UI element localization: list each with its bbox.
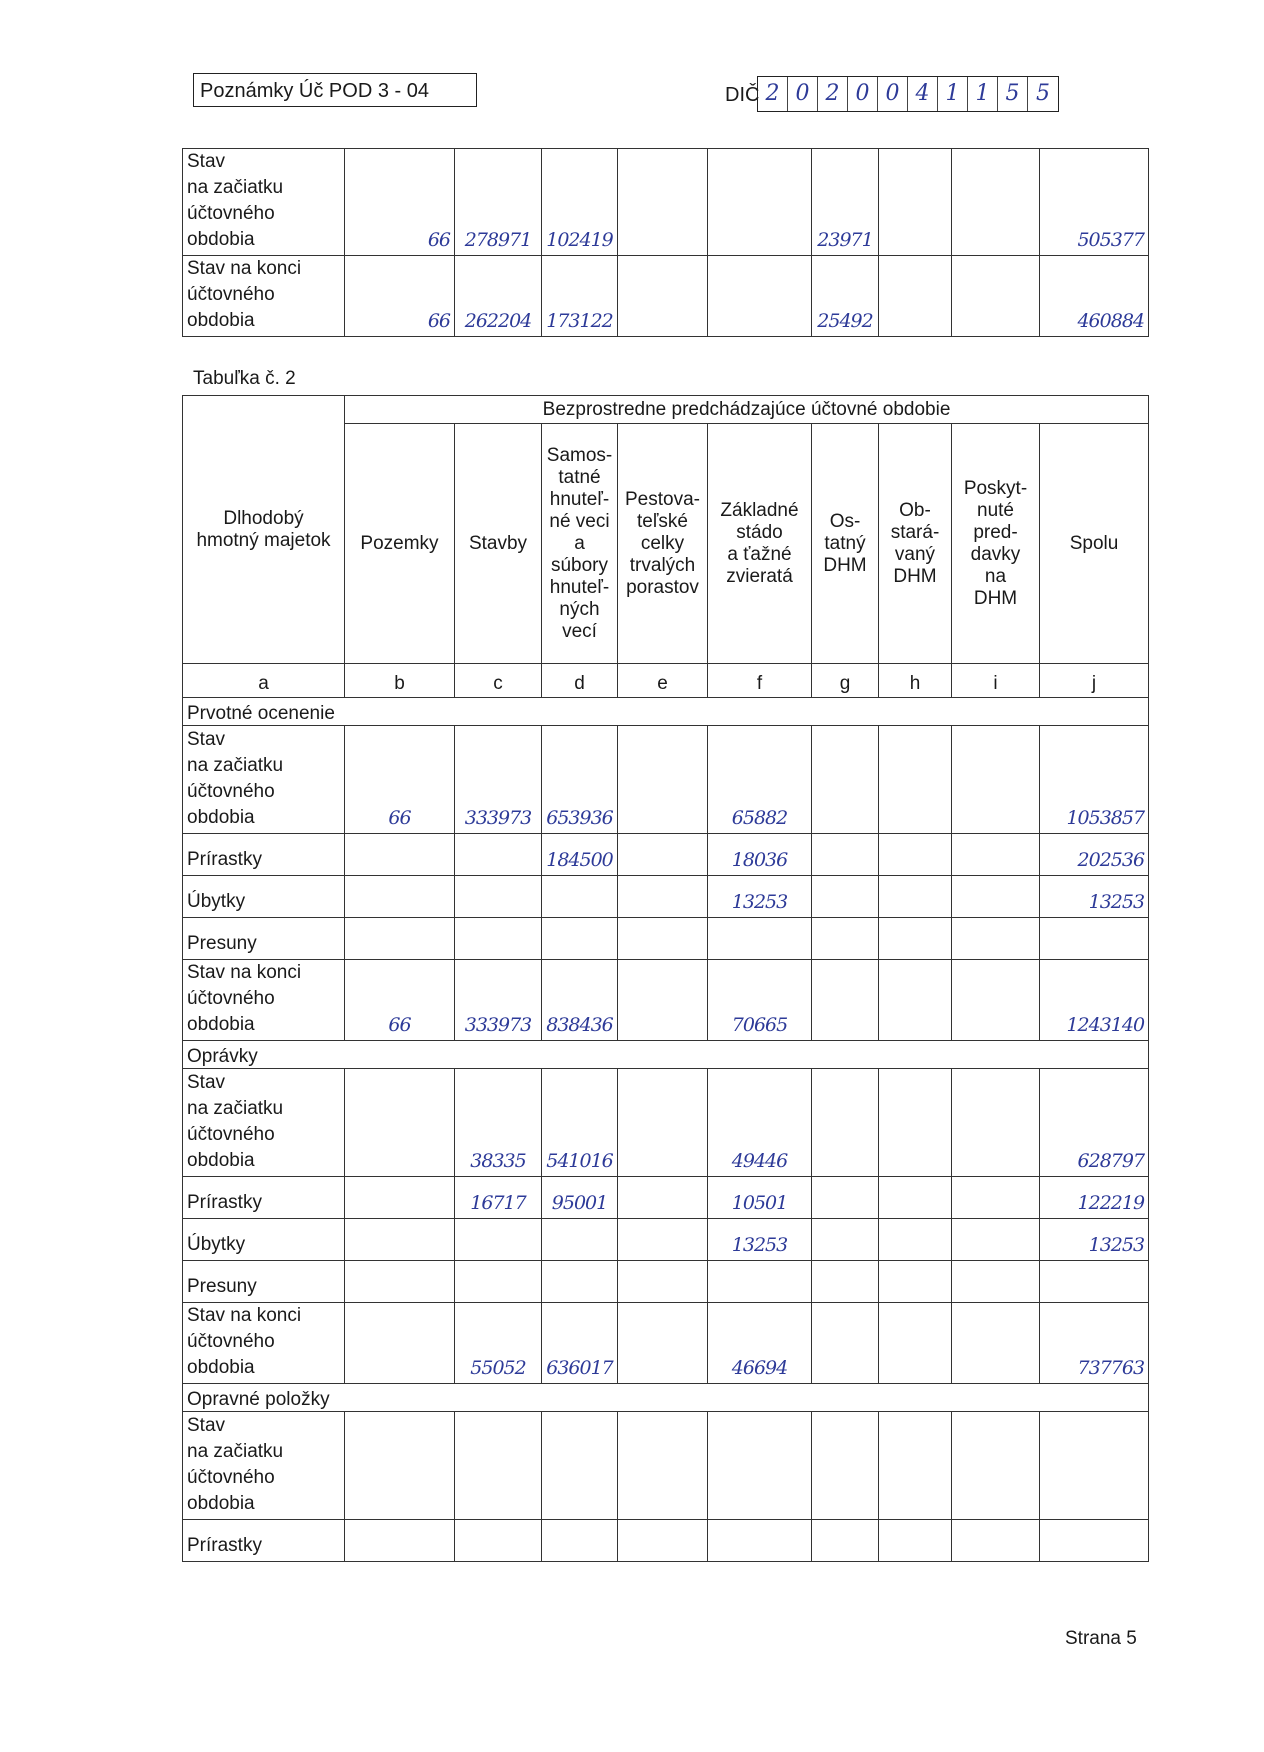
cell-f: 70665	[708, 960, 812, 1041]
cell-c	[455, 1412, 542, 1520]
section-row	[183, 1041, 1149, 1069]
cell-j	[1040, 1520, 1149, 1562]
cell-d	[542, 1261, 618, 1303]
section-title: Prvotné ocenenie	[183, 698, 1149, 726]
cell-f: 13253	[708, 876, 812, 918]
form-title: Poznámky Úč POD 3 - 04	[193, 73, 477, 107]
dic-digit: 2	[758, 77, 788, 111]
cell-d: 95001	[542, 1177, 618, 1219]
cell-c: 333973	[455, 960, 542, 1041]
cell-h	[952, 149, 1040, 256]
cell-b	[345, 834, 455, 876]
cell-b	[345, 876, 455, 918]
cell-j: 737763	[1040, 1303, 1149, 1384]
cell-f	[708, 918, 812, 960]
cell-b	[345, 918, 455, 960]
cell-g	[812, 1219, 879, 1261]
column-letter-f: f	[708, 664, 812, 698]
table-row	[183, 876, 1149, 918]
cell-e	[618, 1177, 708, 1219]
cell-b: 278971	[455, 149, 542, 256]
dic-digit: 5	[998, 77, 1028, 111]
cell-i	[952, 1261, 1040, 1303]
table-row	[183, 834, 1149, 876]
cell-i	[952, 1412, 1040, 1520]
cell-h	[879, 1069, 952, 1177]
cell-i	[952, 1303, 1040, 1384]
cell-j: 628797	[1040, 1069, 1149, 1177]
cell-d	[542, 1520, 618, 1562]
dic-label: DIČ	[725, 84, 760, 106]
cell-h	[879, 1412, 952, 1520]
cell-d: 653936	[542, 726, 618, 834]
cell-c: 38335	[455, 1069, 542, 1177]
cell-j: 13253	[1040, 876, 1149, 918]
cell-h	[879, 1520, 952, 1562]
cell-b: 66	[345, 726, 455, 834]
cell-g	[879, 149, 952, 256]
cell-f	[708, 1261, 812, 1303]
col-header-e: Pestova- teľské celky trvalých porastov	[618, 424, 708, 664]
cell-e	[618, 876, 708, 918]
cell-c	[455, 876, 542, 918]
cell-i	[952, 1520, 1040, 1562]
row-label: Prírastky	[183, 1177, 345, 1219]
col-header-f: Základné stádo a ťažné zvieratá	[708, 424, 812, 664]
section-title: Opravné položky	[183, 1384, 1149, 1412]
cell-e	[618, 918, 708, 960]
column-letter-b: b	[345, 664, 455, 698]
cell-c	[455, 1520, 542, 1562]
table-row	[183, 149, 1149, 256]
cell-b	[345, 1520, 455, 1562]
row-label: Stav na konci účtovného obdobia	[183, 1303, 345, 1384]
cell-j	[1040, 1261, 1149, 1303]
cell-g	[812, 960, 879, 1041]
dic-digit: 4	[908, 77, 938, 111]
cell-c: 173122	[542, 256, 618, 337]
dic-digit: 1	[938, 77, 968, 111]
table-2-caption: Tabuľka č. 2	[193, 368, 296, 389]
section-title: Oprávky	[183, 1041, 1149, 1069]
period-header: Bezprostredne predchádzajúce účtovné obdobie	[345, 396, 1149, 424]
cell-j: 122219	[1040, 1177, 1149, 1219]
cell-c	[455, 1261, 542, 1303]
section-row	[183, 1384, 1149, 1412]
cell-d	[618, 256, 708, 337]
cell-d	[542, 876, 618, 918]
cell-j: 1243140	[1040, 960, 1149, 1041]
cell-b	[345, 1177, 455, 1219]
column-letter-e: e	[618, 664, 708, 698]
cell-f: 10501	[708, 1177, 812, 1219]
dic-digit: 0	[788, 77, 818, 111]
cell-f: 46694	[708, 1303, 812, 1384]
cell-g	[812, 1177, 879, 1219]
cell-b	[345, 1303, 455, 1384]
cell-d: 541016	[542, 1069, 618, 1177]
column-letter-g: g	[812, 664, 879, 698]
cell-i	[952, 726, 1040, 834]
col-header-c: Stavby	[455, 424, 542, 664]
cell-e	[708, 149, 812, 256]
cell-e	[618, 1219, 708, 1261]
cell-f: 18036	[708, 834, 812, 876]
table-row	[183, 1520, 1149, 1562]
column-letter-h: h	[879, 664, 952, 698]
col-header-b: Pozemky	[345, 424, 455, 664]
dic-digit: 5	[1036, 81, 1050, 106]
cell-g	[812, 1303, 879, 1384]
cell-i	[952, 960, 1040, 1041]
column-letter-d: d	[542, 664, 618, 698]
cell-h	[879, 726, 952, 834]
cell-e	[618, 1303, 708, 1384]
table-row	[183, 1069, 1149, 1177]
row-label: Stav na začiatku účtovného obdobia	[183, 1069, 345, 1177]
cell-g	[812, 1520, 879, 1562]
row-label: Úbytky	[183, 1219, 345, 1261]
cell-a: 66	[345, 149, 455, 256]
cell-e	[618, 834, 708, 876]
table-row	[183, 1261, 1149, 1303]
table-row	[183, 1177, 1149, 1219]
cell-h	[879, 960, 952, 1041]
table-row	[183, 1412, 1149, 1520]
row-label: Presuny	[183, 1261, 345, 1303]
cell-c: 333973	[455, 726, 542, 834]
cell-h	[879, 1303, 952, 1384]
cell-i	[952, 1069, 1040, 1177]
cell-b	[345, 1412, 455, 1520]
cell-f	[708, 1520, 812, 1562]
row-label: Prírastky	[183, 1520, 345, 1562]
section-row	[183, 698, 1149, 726]
dic-digit: 2	[818, 77, 848, 111]
row-label: Prírastky	[183, 834, 345, 876]
cell-h	[879, 834, 952, 876]
cell-d	[542, 918, 618, 960]
cell-b	[345, 1069, 455, 1177]
cell-g	[812, 1069, 879, 1177]
row-label: Úbytky	[183, 876, 345, 918]
cell-h	[879, 918, 952, 960]
table-2	[182, 395, 1149, 1562]
dic-field	[757, 76, 1059, 112]
row-label: Stav na začiatku účtovného obdobia	[183, 149, 345, 256]
cell-f: 25492	[812, 256, 879, 337]
cell-e	[618, 1261, 708, 1303]
cell-b: 262204	[455, 256, 542, 337]
row-label: Stav na konci účtovného obdobia	[183, 960, 345, 1041]
table-row	[183, 726, 1149, 834]
cell-j: 202536	[1040, 834, 1149, 876]
cell-i	[952, 1219, 1040, 1261]
cell-e	[618, 960, 708, 1041]
cell-e	[618, 1412, 708, 1520]
cell-c: 16717	[455, 1177, 542, 1219]
cell-e	[618, 1069, 708, 1177]
cell-i	[952, 834, 1040, 876]
cell-b	[345, 1261, 455, 1303]
cell-g	[812, 918, 879, 960]
table-row	[183, 1303, 1149, 1384]
col-header-d: Samos- tatné hnuteľ- né veci a súbory hnuteľ- ných vecí	[542, 424, 618, 664]
cell-g	[812, 1261, 879, 1303]
cell-f: 65882	[708, 726, 812, 834]
table-1	[182, 148, 1149, 337]
cell-h	[879, 876, 952, 918]
cell-i	[952, 918, 1040, 960]
cell-j: 13253	[1040, 1219, 1149, 1261]
cell-d	[618, 149, 708, 256]
column-letter-a: a	[183, 664, 345, 698]
col-header-a: Dlhodobý hmotný majetok	[183, 396, 345, 664]
cell-g	[879, 256, 952, 337]
cell-e	[618, 1520, 708, 1562]
cell-h	[952, 256, 1040, 337]
cell-a: 66	[345, 256, 455, 337]
cell-e	[618, 726, 708, 834]
cell-c: 102419	[542, 149, 618, 256]
cell-d	[542, 1412, 618, 1520]
col-header-g: Os- tatný DHM	[812, 424, 879, 664]
cell-b: 66	[345, 960, 455, 1041]
row-label: Stav na konci účtovného obdobia	[183, 256, 345, 337]
cell-d: 184500	[542, 834, 618, 876]
cell-d: 838436	[542, 960, 618, 1041]
col-header-j: Spolu	[1040, 424, 1149, 664]
cell-c: 55052	[455, 1303, 542, 1384]
cell-f	[708, 1412, 812, 1520]
dic-digit: 1	[968, 77, 998, 111]
row-label: Stav na začiatku účtovného obdobia	[183, 726, 345, 834]
dic-digit: 0	[878, 77, 908, 111]
table-row	[183, 960, 1149, 1041]
cell-g	[812, 1412, 879, 1520]
table-row	[183, 1219, 1149, 1261]
cell-c	[455, 834, 542, 876]
cell-g	[812, 834, 879, 876]
cell-c	[455, 1219, 542, 1261]
cell-j	[1040, 918, 1149, 960]
row-label: Stav na začiatku účtovného obdobia	[183, 1412, 345, 1520]
cell-g	[812, 876, 879, 918]
cell-e	[708, 256, 812, 337]
col-header-i: Poskyt- nuté pred- davky na DHM	[952, 424, 1040, 664]
page-number: Strana 5	[1065, 1628, 1137, 1649]
table-row	[183, 918, 1149, 960]
cell-b	[345, 1219, 455, 1261]
column-letter-j: j	[1040, 664, 1149, 698]
cell-j: 460884	[1040, 256, 1149, 337]
cell-i	[952, 876, 1040, 918]
cell-f: 13253	[708, 1219, 812, 1261]
table-row	[183, 256, 1149, 337]
cell-i	[952, 1177, 1040, 1219]
cell-h	[879, 1261, 952, 1303]
column-letter-i: i	[952, 664, 1040, 698]
dic-digit: 0	[848, 77, 878, 111]
cell-h	[879, 1219, 952, 1261]
cell-j: 1053857	[1040, 726, 1149, 834]
row-label: Presuny	[183, 918, 345, 960]
cell-j	[1040, 1412, 1149, 1520]
cell-d	[542, 1219, 618, 1261]
col-header-h: Ob- stará- vaný DHM	[879, 424, 952, 664]
cell-d: 636017	[542, 1303, 618, 1384]
column-letter-c: c	[455, 664, 542, 698]
cell-j: 505377	[1040, 149, 1149, 256]
cell-c	[455, 918, 542, 960]
cell-f: 23971	[812, 149, 879, 256]
cell-h	[879, 1177, 952, 1219]
cell-g	[812, 726, 879, 834]
cell-f: 49446	[708, 1069, 812, 1177]
